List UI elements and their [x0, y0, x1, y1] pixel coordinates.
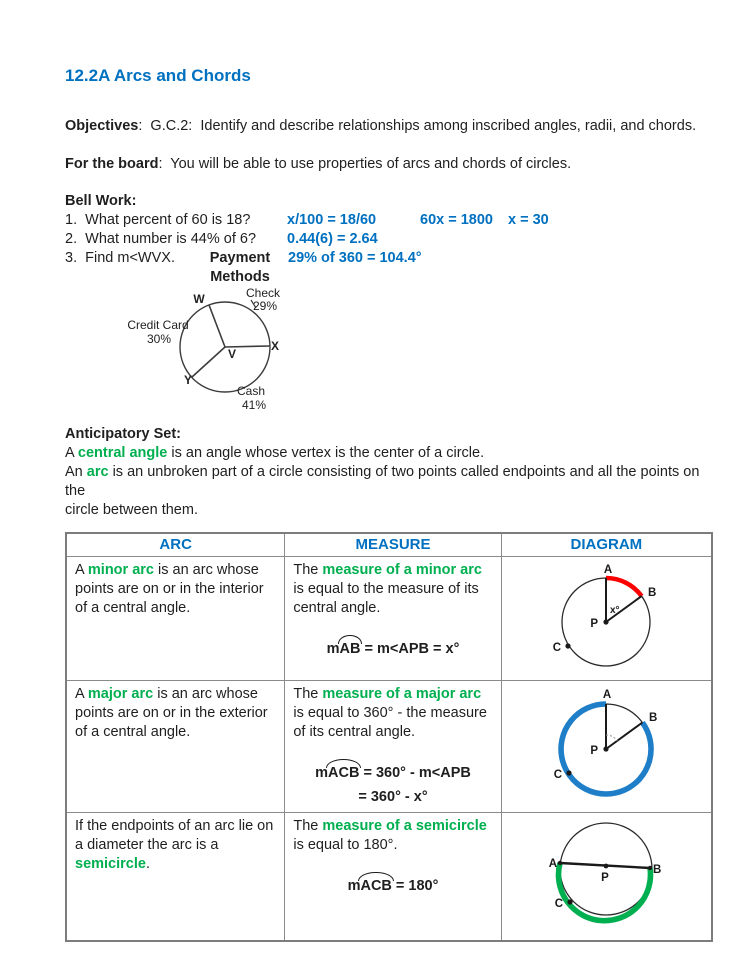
circle-outline	[560, 823, 652, 915]
point-label-y: Y	[183, 373, 193, 387]
label-b: B	[649, 711, 658, 724]
center-label-v: V	[228, 347, 237, 361]
label-c: C	[553, 642, 562, 654]
point-label-w: W	[193, 292, 205, 306]
major-arc-diagram	[506, 684, 706, 810]
point-label-x: X	[271, 339, 280, 353]
label-c: C	[555, 898, 564, 910]
label-angle-x: x°	[610, 605, 620, 616]
semicircle-diagram	[506, 815, 706, 938]
label-a: A	[603, 688, 612, 701]
pie-chart-svg	[115, 287, 335, 419]
answer-2a: 0.44(6) = 2.64	[287, 231, 378, 247]
answer-1c: x = 30	[508, 212, 549, 228]
minor-arc-formula: mAB = m<APB = x°	[326, 641, 460, 657]
answer-1a: x/100 = 18/60	[287, 212, 377, 228]
major-arc-formula: mACB = 360° - m<APB = 360° - x°	[315, 765, 471, 805]
pie-title-row	[65, 268, 711, 287]
slice-pct-credit: 30%	[146, 332, 172, 346]
anticipatory-line2: An arc is an unbroken part of a circle consisting of two points called endpoints and all the points on the	[65, 464, 704, 499]
minor-arc-red	[606, 578, 642, 596]
slice-label-check: Check	[245, 287, 281, 300]
radius-vy	[192, 347, 225, 377]
for-board-line	[65, 155, 711, 174]
arcs-table	[65, 532, 713, 942]
anticipatory-heading: Anticipatory Set:	[65, 426, 182, 442]
radius-vw	[209, 305, 225, 347]
slice-pct-check: 29%	[252, 299, 278, 313]
anticipatory-line3: circle between them.	[65, 502, 198, 518]
payment-pie-chart	[65, 287, 711, 419]
point-a-dot	[558, 861, 562, 865]
bell-work-item-1: 1. What percent of 60 is 18? x/100 = 18/60 60x = 1800 x = 30	[65, 212, 549, 228]
for-board-text: : You will be able to use properties of arcs and chords of circles.	[158, 156, 572, 172]
header-diagram: DIAGRAM	[501, 533, 712, 557]
pie-title-line1: Payment	[209, 250, 271, 266]
page-title: 12.2A Arcs and Chords	[65, 66, 251, 85]
label-a: A	[604, 564, 613, 576]
label-p: P	[590, 744, 599, 757]
center-point-p	[604, 619, 609, 624]
semicircle-formula: mACB = 180°	[347, 878, 439, 894]
minor-arc-diagram	[506, 559, 706, 678]
slice-pct-cash: 41%	[241, 398, 267, 412]
bell-work-section	[65, 192, 711, 419]
major-arc-definition: A major arc is an arc whose points are on or in the exterior of a central angle.	[75, 686, 272, 740]
objectives-label: Objectives	[65, 118, 139, 134]
label-c: C	[554, 768, 563, 781]
answer-3a: 29% of 360 = 104.4°	[288, 250, 422, 266]
table-row-minor-arc	[66, 557, 712, 681]
bell-work-item-3: 3. Find m<WVX. Payment 29% of 360 = 104.4°	[65, 250, 422, 266]
center-point-p	[604, 746, 609, 751]
objectives-line	[65, 117, 711, 136]
answer-1b: 60x = 1800	[420, 212, 493, 228]
label-b: B	[648, 587, 657, 599]
label-a: A	[549, 858, 558, 870]
minor-arc-definition: A minor arc is an arc whose points are on or in the interior of a central angle.	[75, 562, 268, 616]
semicircle-measure: The measure of a semicircle is equal to 180°.	[293, 818, 491, 853]
point-c-dot	[567, 770, 572, 775]
point-b-dot	[648, 866, 652, 870]
header-arc: ARC	[66, 533, 285, 557]
objectives-text: : G.C.2: Identify and describe relationships among inscribed angles, radii, and chords.	[138, 118, 697, 134]
bell-work-item-2: 2. What number is 44% of 6? 0.44(6) = 2.64	[65, 231, 378, 247]
header-measure: MEASURE	[285, 533, 501, 557]
anticipatory-line1: A central angle is an angle whose vertex is the center of a circle.	[65, 445, 485, 461]
anticipatory-section	[65, 425, 711, 520]
center-point-p	[604, 864, 609, 869]
label-b: B	[653, 864, 662, 876]
table-header-row	[66, 533, 712, 557]
slice-label-credit: Credit Card	[127, 318, 189, 332]
semicircle-definition: If the endpoints of an arc lie on a diameter the arc is a semicircle.	[75, 818, 278, 872]
major-arc-measure: The measure of a major arc is equal to 360° - the measure of its central angle.	[293, 686, 491, 740]
for-board-label: For the board	[65, 156, 159, 172]
major-arc-diagram-cell	[501, 681, 712, 813]
slice-label-cash: Cash	[236, 384, 266, 398]
semicircle-diagram-cell	[501, 813, 712, 942]
table-row-semicircle	[66, 813, 712, 942]
label-p: P	[590, 618, 599, 630]
minor-arc-measure: The measure of a minor arc is equal to the measure of its central angle.	[293, 562, 486, 616]
minor-arc-diagram-cell	[501, 557, 712, 681]
pie-title-line2: Methods	[210, 269, 270, 285]
label-p: P	[601, 872, 610, 884]
table-row-major-arc	[66, 681, 712, 813]
point-c-dot	[566, 643, 571, 648]
point-c-dot	[568, 899, 573, 904]
bell-work-heading: Bell Work :	[65, 193, 137, 209]
angle-mark-dotted	[606, 735, 617, 741]
